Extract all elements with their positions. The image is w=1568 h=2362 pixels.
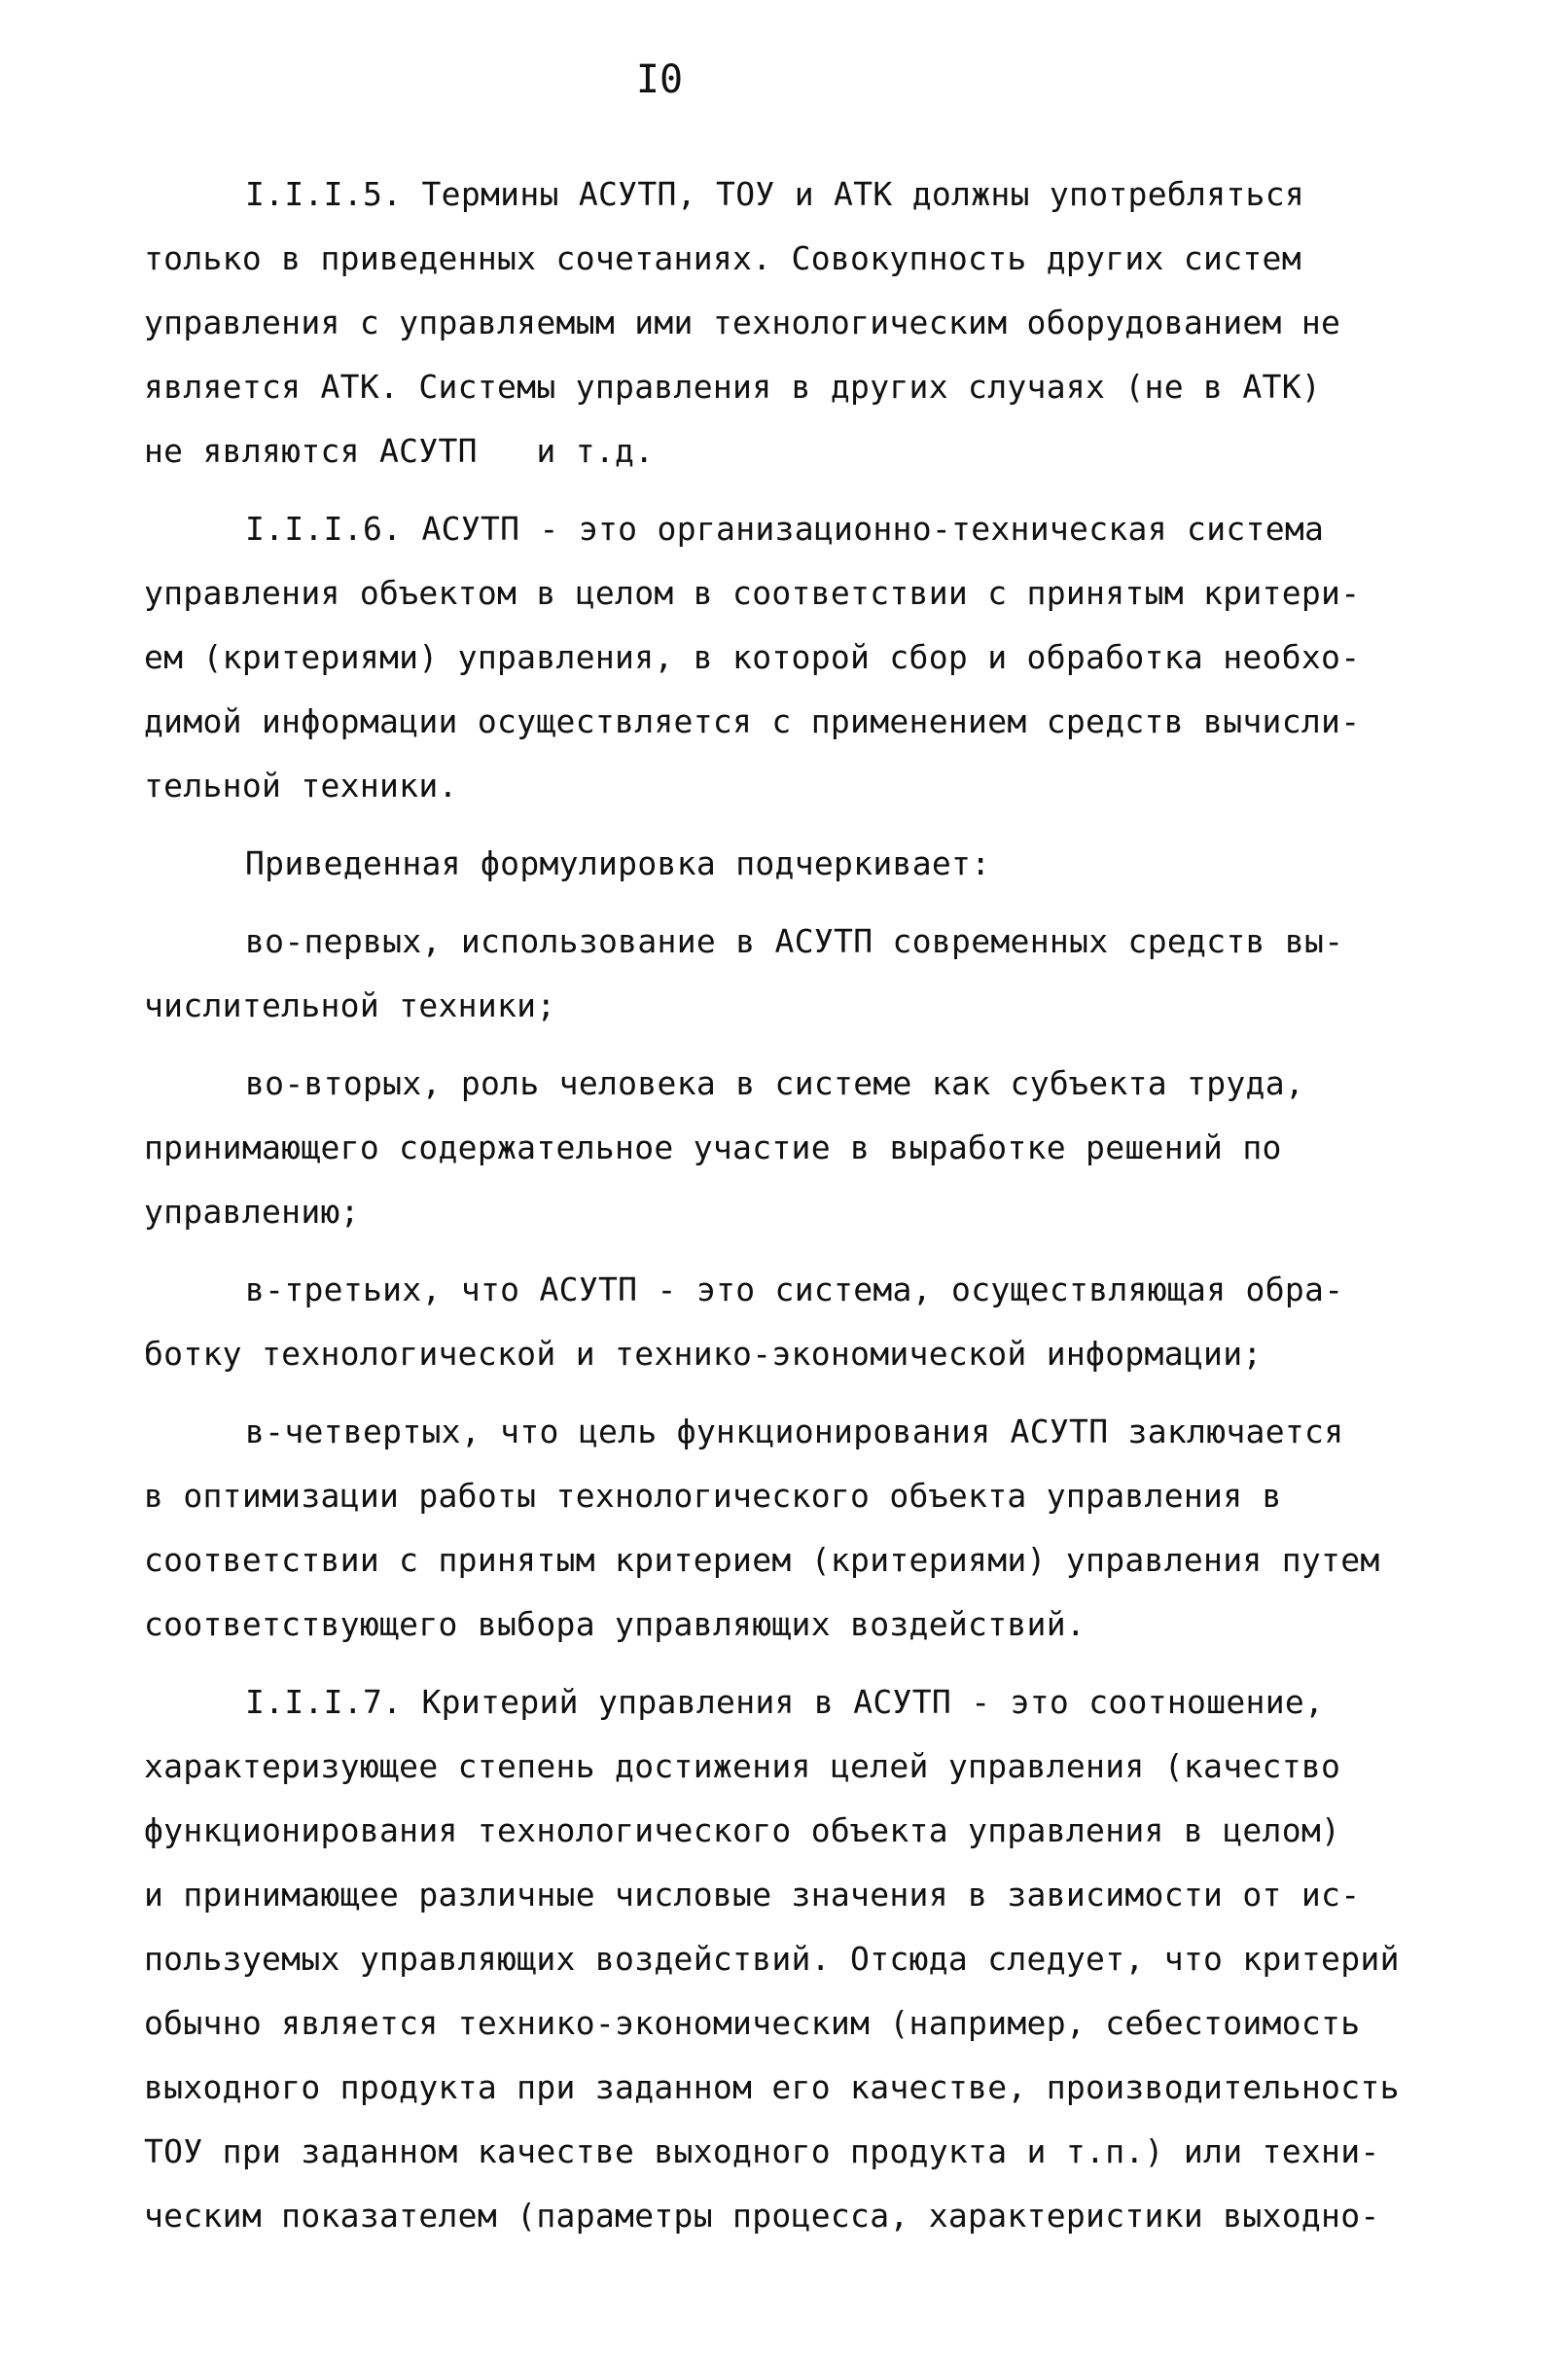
text-line: и принимающее различные числовые значения в зависимости от ис-	[144, 1876, 1361, 1914]
text-line: является АТК. Системы управления в других случаях (не в АТК)	[144, 368, 1322, 406]
text-line: принимающего содержательное участие в выработке решений по	[144, 1128, 1282, 1166]
text-line: I.I.I.6. АСУТП - это организационно-техническая система	[245, 510, 1325, 548]
text-line: функционирования технологического объекта управления в целом)	[144, 1811, 1341, 1849]
text-line: управления с управляемым ими технологическим оборудованием не	[144, 304, 1341, 341]
text-line: в оптимизации работы технологического объекта управления в	[144, 1477, 1282, 1515]
text-line: I.I.I.7. Критерий управления в АСУТП - это соотношение,	[245, 1683, 1325, 1721]
text-line: только в приведенных сочетаниях. Совокупность других систем	[144, 239, 1301, 277]
text-line: ем (критериями) управления, в которой сбор и обработка необхо-	[144, 638, 1361, 676]
text-line: выходного продукта при заданном его качестве, производительность	[144, 2068, 1400, 2106]
text-line: в-третьих, что АСУТП - это система, осуществляющая обра-	[245, 1270, 1344, 1308]
text-line: ческим показателем (параметры процесса, характеристики выходно-	[144, 2197, 1380, 2235]
text-line: пользуемых управляющих воздействий. Отсюда следует, что критерий	[144, 1940, 1400, 1978]
text-line: не являются АСУТП и т.д.	[144, 432, 655, 470]
page-number: I0	[635, 57, 684, 102]
text-line: ТОУ при заданном качестве выходного продукта и т.п.) или техни-	[144, 2132, 1380, 2170]
text-line: Приведенная формулировка подчеркивает:	[245, 844, 991, 882]
text-line: обычно является технико-экономическим (например, себестоимость	[144, 2004, 1361, 2042]
text-line: соответствующего выбора управляющих воздействий.	[144, 1605, 1087, 1643]
text-line: ботку технологической и технико-экономической информации;	[144, 1335, 1263, 1373]
text-line: во-первых, использование в АСУТП современных средств вы-	[245, 922, 1344, 960]
text-line: в-четвертых, что цель функционирования АСУТП заключается	[245, 1413, 1344, 1450]
text-line: во-вторых, роль человека в системе как субъекта труда,	[245, 1064, 1305, 1102]
text-line: характеризующее степень достижения целей управления (качество	[144, 1747, 1341, 1785]
text-line: управления объектом в целом в соответствии с принятым критери-	[144, 574, 1361, 612]
text-line: управлению;	[144, 1193, 360, 1231]
text-line: числительной техники;	[144, 986, 556, 1024]
text-line: I.I.I.5. Термины АСУТП, ТОУ и АТК должны употребляться	[245, 175, 1305, 213]
text-line: димой информации осуществляется с применением средств вычисли-	[144, 702, 1361, 740]
text-line: соответствии с принятым критерием (критериями) управления путем	[144, 1541, 1380, 1579]
text-line: тельной техники.	[144, 767, 458, 805]
